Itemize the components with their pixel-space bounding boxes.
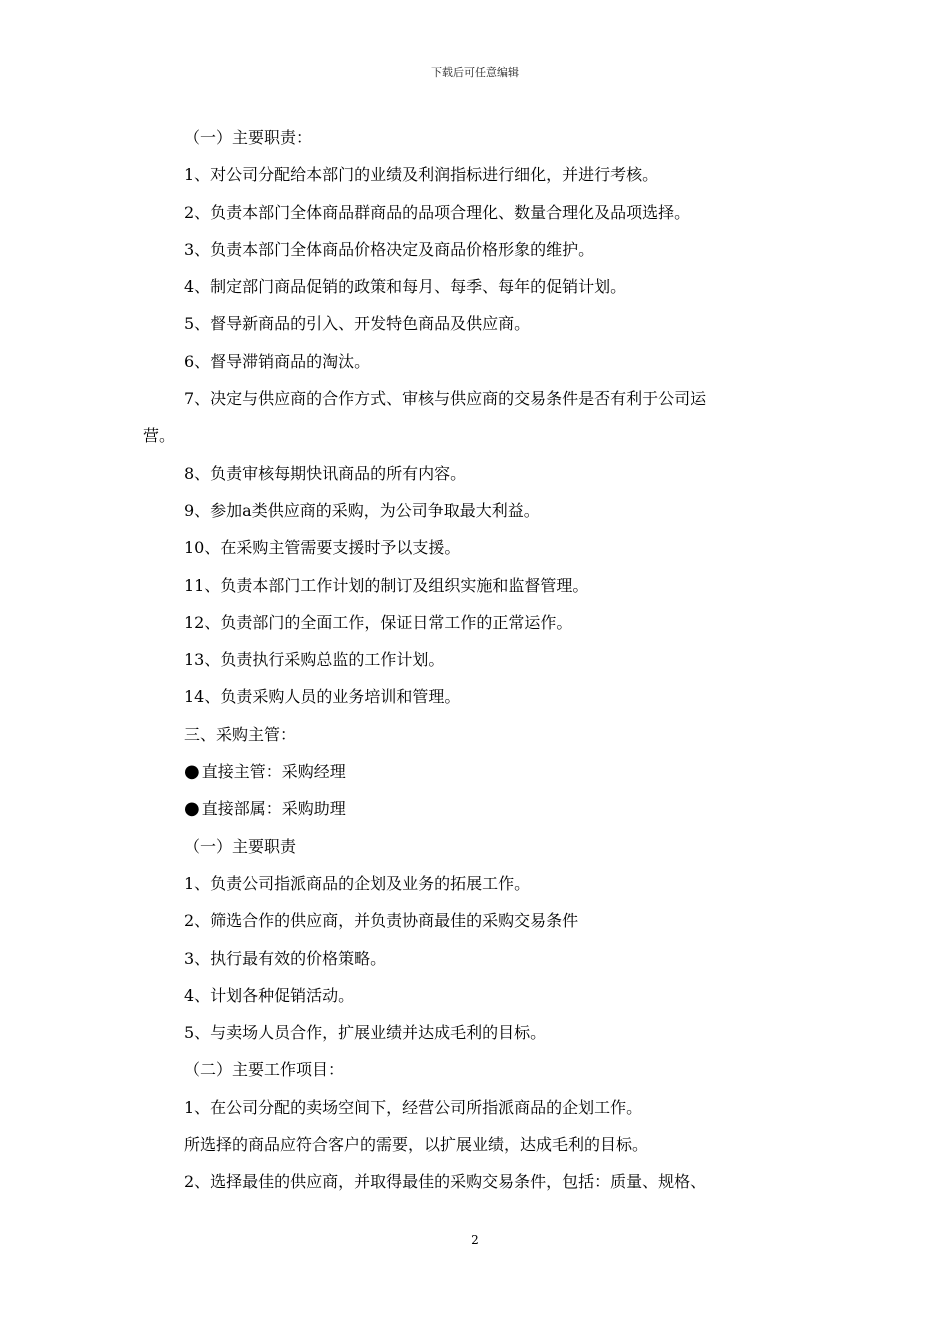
bullet-icon: ●: [184, 798, 200, 820]
paragraph-item-7-continued: 营。: [143, 426, 176, 446]
work-item-2: 2、选择最佳的供应商，并取得最佳的采购交易条件，包括：质量、规格、: [184, 1172, 707, 1192]
subsection-heading-main-duties: （一）主要职责: [184, 836, 297, 856]
duty-item-2: 2、筛选合作的供应商，并负责协商最佳的采购交易条件: [184, 911, 579, 931]
section-heading-purchasing-supervisor: 三、采购主管：: [184, 724, 297, 744]
paragraph-item-9: 9、参加a类供应商的采购，为公司争取最大利益。: [184, 500, 540, 520]
duty-item-5: 5、与卖场人员合作，扩展业绩并达成毛利的目标。: [184, 1023, 547, 1043]
paragraph-item-1: 1、对公司分配给本部门的业绩及利润指标进行细化，并进行考核。: [184, 165, 659, 185]
bullet-icon: ●: [184, 761, 200, 783]
paragraph-item-3: 3、负责本部门全体商品价格决定及商品价格形象的维护。: [184, 239, 595, 259]
duty-item-4: 4、计划各种促销活动。: [184, 985, 355, 1005]
paragraph-item-10: 10、在采购主管需要支援时予以支援。: [184, 538, 461, 558]
section-heading-main-duties: （一）主要职责：: [184, 128, 313, 147]
paragraph-item-12: 12、负责部门的全面工作，保证日常工作的正常运作。: [184, 612, 573, 632]
page-number: 2: [471, 1233, 479, 1247]
duty-item-3: 3、执行最有效的价格策略。: [184, 948, 387, 968]
paragraph-item-4: 4、制定部门商品促销的政策和每月、每季、每年的促销计划。: [184, 277, 627, 297]
paragraph-item-7: 7、决定与供应商的合作方式、审核与供应商的交易条件是否有利于公司运: [184, 389, 707, 409]
paragraph-item-8: 8、负责审核每期快讯商品的所有内容。: [184, 463, 467, 483]
paragraph-item-13: 13、负责执行采购总监的工作计划。: [184, 650, 445, 670]
paragraph-item-14: 14、负责采购人员的业务培训和管理。: [184, 687, 461, 707]
document-body: [143, 119, 808, 1201]
bullet-text: 直接部属：采购助理: [201, 799, 346, 819]
duty-item-1: 1、负责公司指派商品的企划及业务的拓展工作。: [184, 873, 531, 893]
work-item-1-detail: 所选择的商品应符合客户的需要，以扩展业绩，达成毛利的目标。: [184, 1135, 649, 1155]
paragraph-item-2: 2、负责本部门全体商品群商品的品项合理化、数量合理化及品项选择。: [184, 202, 691, 222]
paragraph-item-6: 6、督导滞销商品的淘汰。: [184, 351, 371, 371]
page-header: 下载后可任意编辑: [431, 66, 519, 79]
paragraph-item-5: 5、督导新商品的引入、开发特色商品及供应商。: [184, 314, 531, 334]
subsection-heading-work-items: （二）主要工作项目：: [184, 1060, 345, 1080]
bullet-direct-subordinate: [143, 790, 808, 827]
bullet-text: 直接主管：采购经理: [201, 762, 346, 782]
paragraph-item-11: 11、负责本部门工作计划的制订及组织实施和监督管理。: [184, 575, 589, 595]
work-item-1: 1、在公司分配的卖场空间下，经营公司所指派商品的企划工作。: [184, 1097, 643, 1117]
bullet-direct-supervisor: [143, 753, 808, 790]
